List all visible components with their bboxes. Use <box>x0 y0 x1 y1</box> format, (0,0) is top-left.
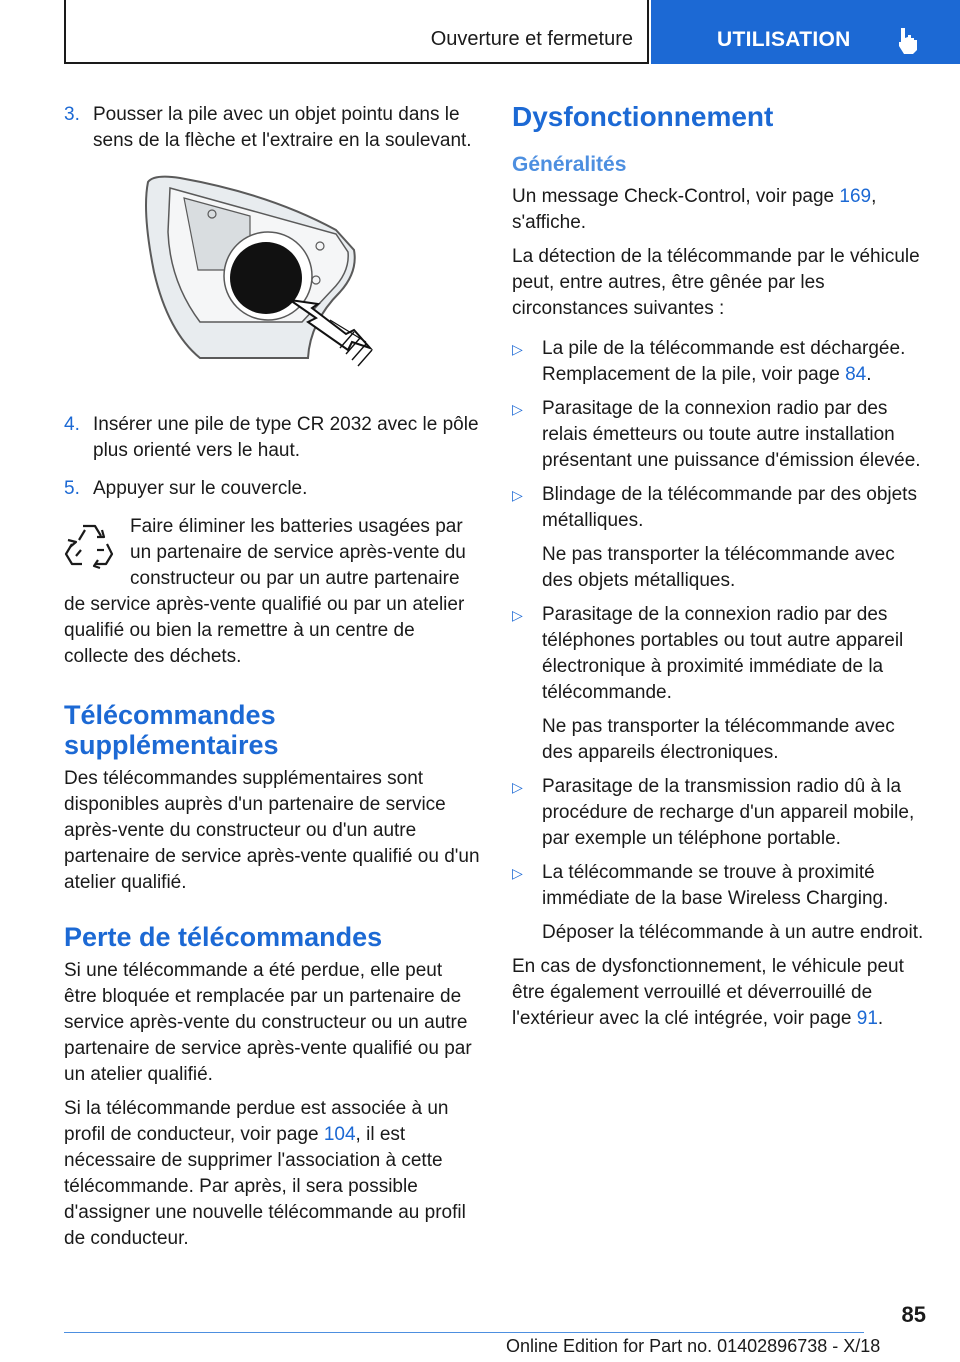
bullet-note: Déposer la télécommande à un autre endroit. <box>542 922 924 943</box>
bullet-text <box>542 336 926 388</box>
lost-text-part-b: , il est nécessaire de supprimer l'association à cette télécommande. Par après, il sera possible d'assigner une nouvelle télécommande au profil de conducteur. <box>64 1124 466 1249</box>
step-5 <box>64 476 480 502</box>
step-4 <box>64 412 480 464</box>
lost-remotes-text-2 <box>64 1096 480 1252</box>
p3-part-a: En cas de dysfonctionnement, le véhicule peut être également verrouillé et déverrouillé de l'extérieur avec la clé intégrée, voir page <box>512 956 904 1029</box>
triangle-bullet-icon: ▷ <box>512 865 523 881</box>
pointing-hand-icon <box>895 26 921 59</box>
recycle-icon <box>64 520 114 575</box>
extra-remotes-text: Des télécommandes supplémentaires sont disponibles auprès d'un partenaire de service après-vente du constructeur ou d'un autre partenaire de service après-vente qualifié ou d'un atelier qualifié. <box>64 768 480 893</box>
list-item <box>512 774 926 852</box>
malfunction-heading: Dysfonctionnement <box>512 101 774 132</box>
general-text-3 <box>512 954 926 1032</box>
page-link-169[interactable]: 169 <box>839 186 872 207</box>
step-text: Pousser la pile avec un objet pointu dans le sens de la flèche et l'extraire en la soulevant. <box>93 104 472 151</box>
header-chapter-box <box>651 0 960 64</box>
list-item <box>512 860 926 946</box>
bullet-note: Ne pas transporter la télécommande avec des appareils électroniques. <box>542 716 895 763</box>
step-number: 3. <box>64 104 80 125</box>
list-item <box>512 482 926 594</box>
bullet-text: Parasitage de la transmission radio dû à la procédure de recharge d'un appareil mobile, par exemple un téléphone portable. <box>542 776 915 849</box>
b1-part-a: La pile de la télécommande est déchargée. Remplacement de la pile, voir page <box>542 338 906 385</box>
p1-part-b: , s'affiche. <box>512 186 877 233</box>
bullet-text: Blindage de la télécommande par des objets métalliques. <box>542 484 917 531</box>
footer-divider <box>64 1332 864 1333</box>
page-link-91[interactable]: 91 <box>856 1008 878 1029</box>
lost-text-part-a: Si la télécommande perdue est associée à un profil de conducteur, voir page <box>64 1098 449 1145</box>
recycling-text: Faire éliminer les batteries usagées par un partenaire de service après-vente du constructeur ou par un autre partenaire de service après-vente qualifié ou par un atelier qualifié ou bien la remettre à un centre de collecte des déchets. <box>64 516 466 667</box>
right-column <box>512 102 926 1040</box>
triangle-bullet-icon: ▷ <box>512 341 523 357</box>
general-text-2: La détection de la télécommande par le véhicule peut, entre autres, être gênée par les circonstances suivantes : <box>512 246 920 319</box>
header-section-box <box>64 0 649 64</box>
step-number: 5. <box>64 478 80 499</box>
step-text: Appuyer sur le couvercle. <box>93 478 308 499</box>
bullet-text: Parasitage de la connexion radio par des relais émetteurs ou toute autre installation présentant une puissance d'émission élevée. <box>542 398 921 471</box>
lost-remotes-heading: Perte de télécommandes <box>64 922 383 952</box>
general-text-1 <box>512 184 926 236</box>
left-column <box>64 102 480 1260</box>
triangle-bullet-icon: ▷ <box>512 779 523 795</box>
p3-part-b: . <box>877 1008 884 1029</box>
bullet-text: La télécommande se trouve à proximité immédiate de la base Wireless Charging. <box>542 862 889 909</box>
triangle-bullet-icon: ▷ <box>512 607 523 623</box>
triangle-bullet-icon: ▷ <box>512 401 523 417</box>
general-subheading: Généralités <box>512 153 627 176</box>
triangle-bullet-icon: ▷ <box>512 487 523 503</box>
page-link-84[interactable]: 84 <box>845 364 867 385</box>
list-item <box>512 602 926 766</box>
bullet-text: Parasitage de la connexion radio par des téléphones portables ou tout autre appareil électronique à proximité immédiate de la télécommande. <box>542 604 904 703</box>
extra-remotes-heading: Télécommandes supplémentaires <box>64 700 279 760</box>
lost-remotes-text-1: Si une télécommande a été perdue, elle peut être bloquée et remplacée par un partenaire de service après-vente du constructeur ou un autre partenaire de service après-vente qualifié ou par un atelier qualifié. <box>64 960 472 1085</box>
bullet-note: Ne pas transporter la télécommande avec des objets métalliques. <box>542 544 895 591</box>
header-section-title: Ouverture et fermeture <box>430 28 633 50</box>
footer-edition: Online Edition for Part no. 01402896738 - X/18 <box>506 1336 881 1356</box>
step-text: Insérer une pile de type CR 2032 avec le pôle plus orienté vers le haut. <box>93 414 479 461</box>
step-3 <box>64 102 480 154</box>
header-chapter-title: UTILISATION <box>717 28 851 51</box>
p1-part-a: Un message Check-Control, voir page <box>512 186 840 207</box>
recycling-note <box>64 514 480 670</box>
page-link-104[interactable]: 104 <box>323 1124 356 1145</box>
key-battery-removal-illustration <box>64 172 480 386</box>
list-item <box>512 396 926 474</box>
b1-part-b: . <box>866 364 872 385</box>
page-number: 85 <box>901 1302 926 1327</box>
list-item <box>512 336 926 388</box>
step-number: 4. <box>64 414 80 435</box>
